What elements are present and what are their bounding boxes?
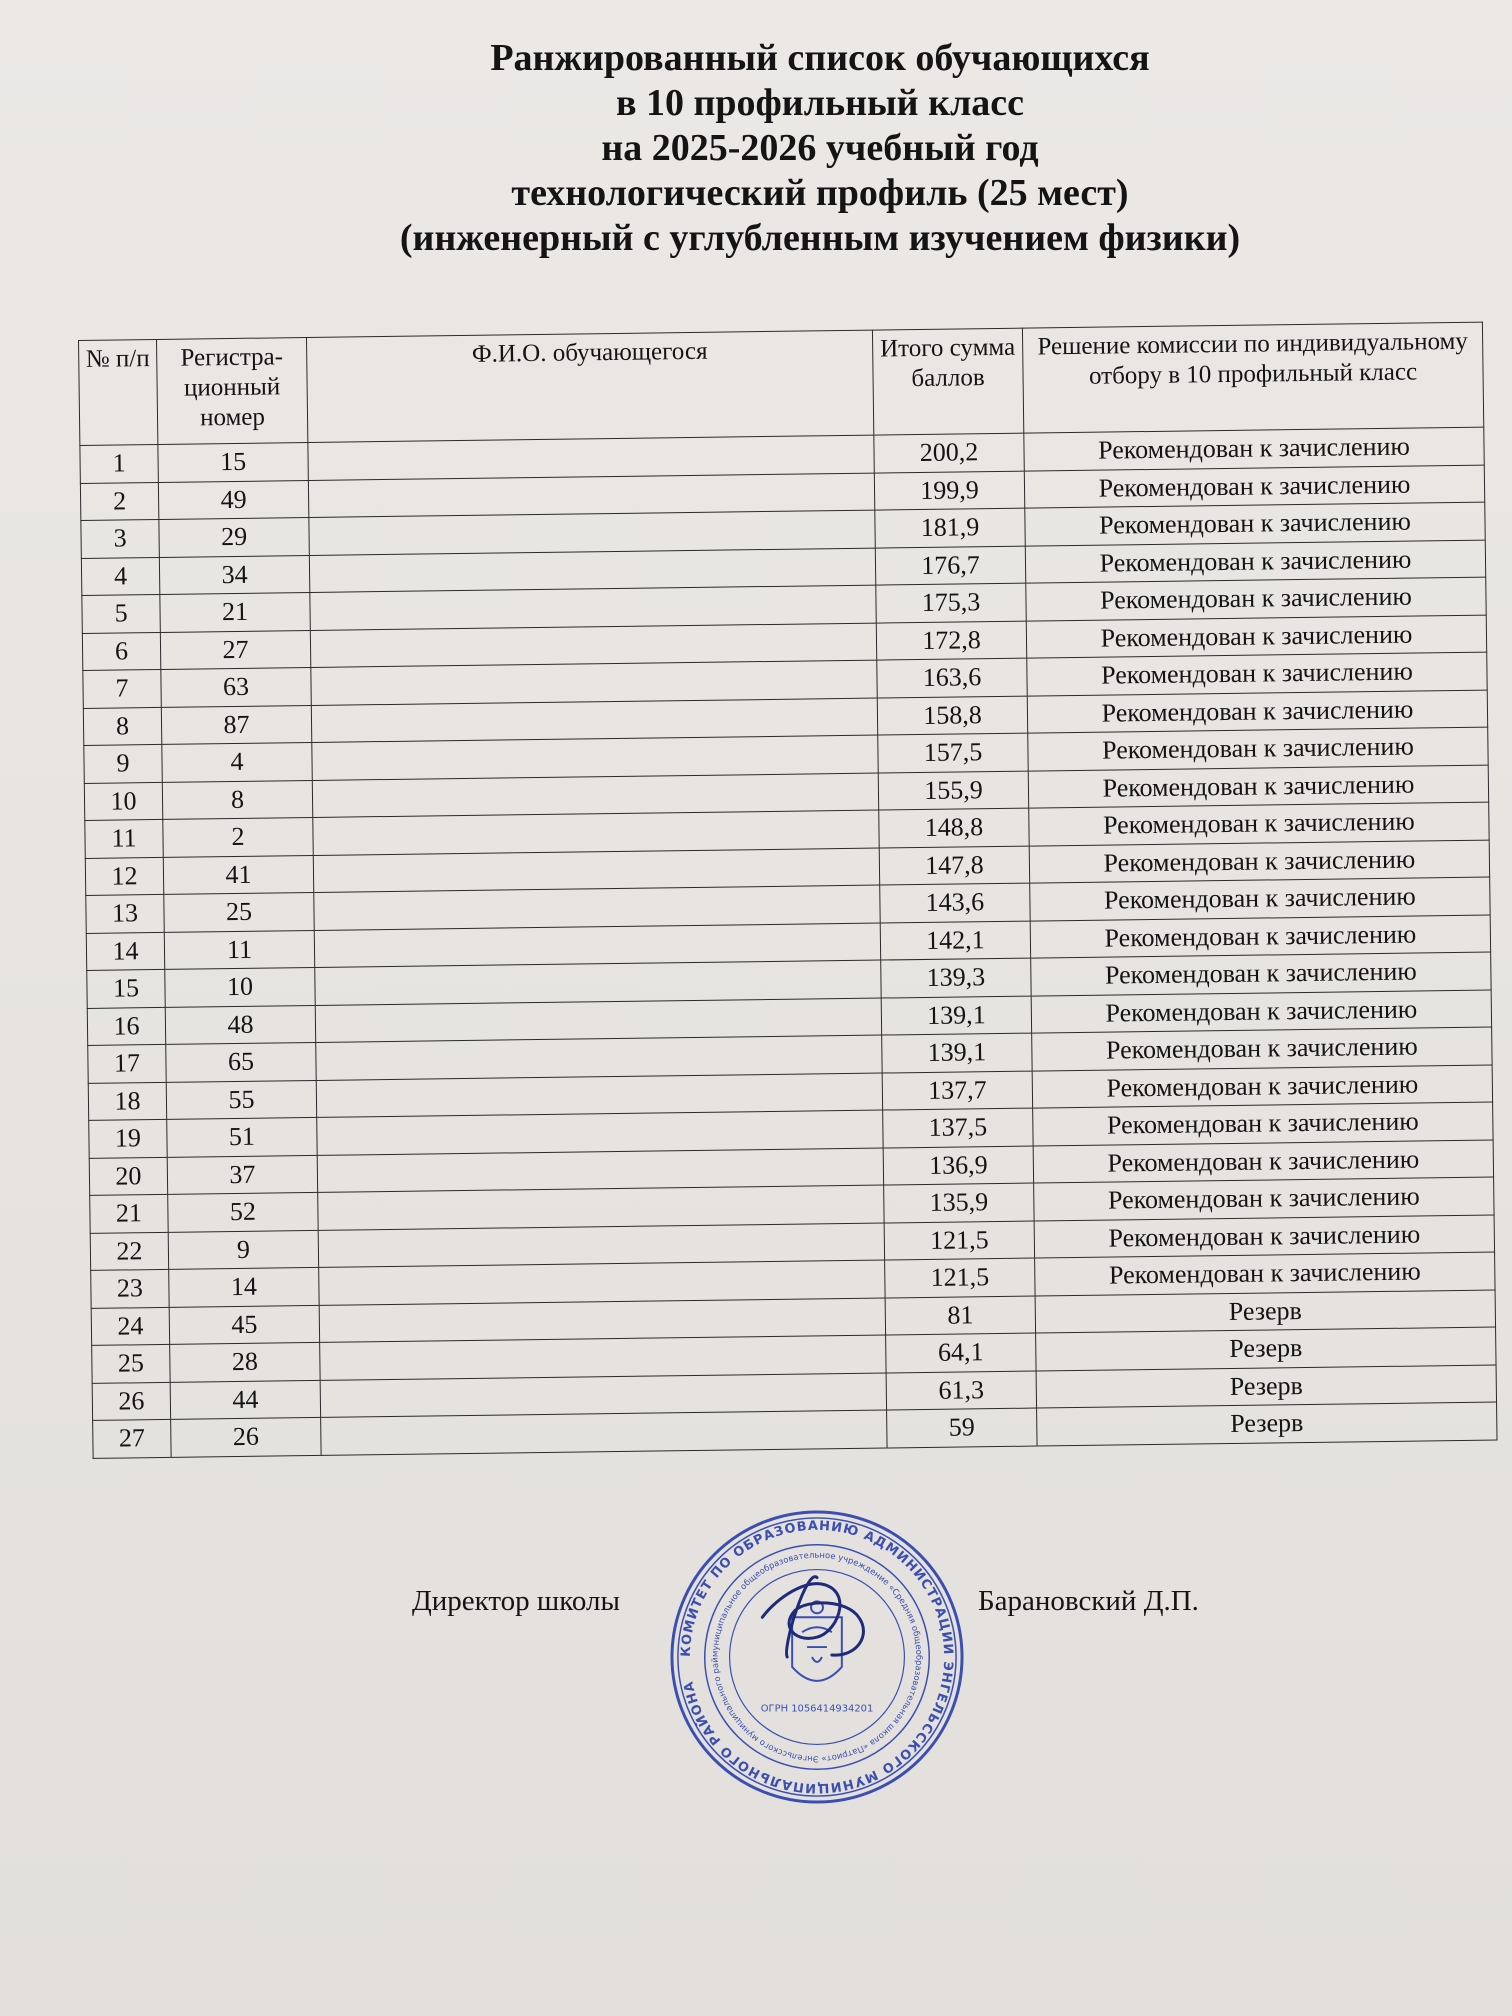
commission-decision: Рекомендован к зачислению	[1033, 1140, 1493, 1184]
row-number: 10	[84, 782, 162, 821]
row-number: 8	[83, 707, 161, 746]
registration-number: 8	[162, 780, 312, 819]
header-name: Ф.И.О. обучающегося	[306, 330, 873, 442]
row-number: 25	[92, 1344, 170, 1383]
total-score: 137,7	[882, 1071, 1032, 1110]
row-number: 7	[83, 669, 161, 708]
row-number: 2	[80, 482, 158, 521]
commission-decision: Резерв	[1036, 1365, 1496, 1409]
row-number: 1	[80, 444, 158, 483]
registration-number: 27	[160, 630, 310, 669]
commission-decision: Резерв	[1037, 1402, 1497, 1446]
title-line-3: на 2025-2026 учебный год	[601, 127, 1039, 169]
header-num: № п/п	[79, 339, 158, 445]
total-score: 158,8	[877, 696, 1027, 735]
commission-decision: Резерв	[1035, 1290, 1495, 1334]
total-score: 81	[885, 1296, 1035, 1335]
registration-number: 14	[169, 1267, 319, 1306]
total-score: 172,8	[876, 621, 1026, 660]
row-number: 3	[81, 519, 159, 558]
commission-decision: Рекомендован к зачислению	[1031, 952, 1491, 996]
registration-number: 48	[165, 1005, 315, 1044]
total-score: 148,8	[879, 808, 1029, 847]
commission-decision: Рекомендован к зачислению	[1034, 1177, 1494, 1221]
commission-decision: Рекомендован к зачислению	[1026, 615, 1486, 659]
title-line-2: в 10 профильный класс	[615, 82, 1025, 124]
registration-number: 2	[163, 817, 313, 856]
total-score: 59	[887, 1408, 1037, 1447]
stamp-inner-text: муниципальное общеобразовательное учреждение «Средняя общеобразовательная школа «Патриот» Энгельсского муниципального рай	[709, 1549, 925, 1765]
registration-number: 28	[170, 1342, 320, 1381]
row-number: 4	[81, 557, 159, 596]
ranking-table	[78, 322, 1498, 1459]
total-score: 135,9	[884, 1183, 1034, 1222]
total-score: 163,6	[877, 658, 1027, 697]
row-number: 27	[93, 1419, 171, 1458]
registration-number: 25	[164, 892, 314, 931]
total-score: 139,1	[882, 1033, 1032, 1072]
registration-number: 41	[163, 855, 313, 894]
row-number: 20	[89, 1157, 167, 1196]
row-number: 19	[89, 1119, 167, 1158]
row-number: 21	[90, 1194, 168, 1233]
commission-decision: Рекомендован к зачислению	[1030, 915, 1490, 959]
registration-number: 63	[161, 667, 311, 706]
total-score: 147,8	[879, 846, 1029, 885]
total-score: 139,3	[881, 958, 1031, 997]
registration-number: 49	[158, 480, 308, 519]
total-score: 199,9	[874, 471, 1024, 510]
commission-decision: Рекомендован к зачислению	[1026, 577, 1486, 621]
total-score: 142,1	[880, 921, 1030, 960]
row-number: 24	[91, 1307, 169, 1346]
commission-decision: Рекомендован к зачислению	[1030, 877, 1490, 921]
commission-decision: Рекомендован к зачислению	[1028, 727, 1488, 771]
registration-number: 65	[166, 1042, 316, 1081]
stamp-ogrn: ОГРН 1056414934201	[760, 1703, 874, 1715]
commission-decision: Рекомендован к зачислению	[1032, 1065, 1492, 1109]
total-score: 137,5	[883, 1108, 1033, 1147]
commission-decision: Рекомендован к зачислению	[1028, 765, 1488, 809]
registration-number: 55	[166, 1080, 316, 1119]
commission-decision: Рекомендован к зачислению	[1025, 540, 1485, 584]
title-line-4: технологический профиль (25 мест)	[511, 172, 1129, 214]
stamp-outer-text: КОМИТЕТ ПО ОБРАЗОВАНИЮ АДМИНИСТРАЦИИ ЭНГЕЛЬССКОГО МУНИЦИПАЛЬНОГО РАЙОНА	[678, 1518, 956, 1796]
commission-decision: Рекомендован к зачислению	[1027, 652, 1487, 696]
row-number: 11	[85, 819, 163, 858]
row-number: 17	[88, 1044, 166, 1083]
row-number: 14	[86, 932, 164, 971]
total-score: 139,1	[881, 996, 1031, 1035]
director-name: Барановский Д.П.	[978, 1585, 1199, 1617]
row-number: 5	[82, 594, 160, 633]
total-score: 136,9	[883, 1146, 1033, 1185]
row-number: 15	[87, 969, 165, 1008]
registration-number: 44	[170, 1380, 320, 1419]
total-score: 200,2	[874, 433, 1024, 472]
stamp-seal	[668, 1508, 966, 1806]
official-stamp	[668, 1508, 966, 1806]
document-title	[200, 36, 1440, 261]
commission-decision: Рекомендован к зачислению	[1032, 1027, 1492, 1071]
total-score: 176,7	[875, 546, 1025, 585]
row-number: 9	[84, 744, 162, 783]
row-number: 18	[88, 1082, 166, 1121]
row-number: 22	[90, 1232, 168, 1271]
commission-decision: Рекомендован к зачислению	[1031, 990, 1491, 1034]
row-number: 23	[91, 1269, 169, 1308]
total-score: 157,5	[878, 733, 1028, 772]
title-line-1: Ранжированный список обучающихся	[490, 37, 1150, 79]
header-score: Итого сумма баллов	[872, 328, 1023, 435]
total-score: 64,1	[886, 1333, 1036, 1372]
title-line-5: (инженерный с углубленным изучением физики)	[399, 217, 1241, 259]
row-number: 12	[85, 857, 163, 896]
svg-text:КОМИТЕТ ПО ОБРАЗОВАНИЮ АДМИНИС	[679, 1519, 956, 1796]
registration-number: 15	[158, 443, 308, 482]
total-score: 121,5	[884, 1221, 1034, 1260]
registration-number: 52	[168, 1192, 318, 1231]
commission-decision: Рекомендован к зачислению	[1034, 1215, 1494, 1259]
commission-decision: Рекомендован к зачислению	[1029, 802, 1489, 846]
table-header-row	[79, 322, 1484, 445]
row-number: 16	[87, 1007, 165, 1046]
commission-decision: Рекомендован к зачислению	[1029, 840, 1489, 884]
row-number: 6	[82, 632, 160, 671]
registration-number: 45	[169, 1305, 319, 1344]
total-score: 61,3	[886, 1371, 1036, 1410]
commission-decision: Рекомендован к зачислению	[1024, 465, 1484, 509]
commission-decision: Рекомендован к зачислению	[1024, 427, 1484, 471]
total-score: 175,3	[876, 583, 1026, 622]
student-name	[321, 1410, 887, 1455]
total-score: 155,9	[878, 771, 1028, 810]
registration-number: 10	[165, 967, 315, 1006]
registration-number: 9	[168, 1230, 318, 1269]
row-number: 26	[92, 1382, 170, 1421]
commission-decision: Рекомендован к зачислению	[1025, 502, 1485, 546]
registration-number: 4	[162, 742, 312, 781]
registration-number: 34	[159, 555, 309, 594]
total-score: 121,5	[885, 1258, 1035, 1297]
total-score: 143,6	[880, 883, 1030, 922]
registration-number: 29	[159, 517, 309, 556]
header-decision: Решение комиссии по индивидуальному отбору в 10 профильный класс	[1022, 322, 1483, 433]
registration-number: 37	[167, 1155, 317, 1194]
registration-number: 21	[160, 592, 310, 631]
registration-number: 87	[161, 705, 311, 744]
director-label: Директор школы	[412, 1585, 620, 1617]
registration-number: 11	[164, 930, 314, 969]
registration-number: 26	[171, 1417, 321, 1456]
registration-number: 51	[167, 1117, 317, 1156]
header-reg: Регистра-ционный номер	[156, 338, 307, 445]
coat-of-arms-icon	[792, 1601, 842, 1680]
commission-decision: Рекомендован к зачислению	[1027, 690, 1487, 734]
total-score: 181,9	[875, 508, 1025, 547]
commission-decision: Резерв	[1036, 1327, 1496, 1371]
commission-decision: Рекомендован к зачислению	[1035, 1252, 1495, 1296]
row-number: 13	[86, 894, 164, 933]
commission-decision: Рекомендован к зачислению	[1033, 1102, 1493, 1146]
